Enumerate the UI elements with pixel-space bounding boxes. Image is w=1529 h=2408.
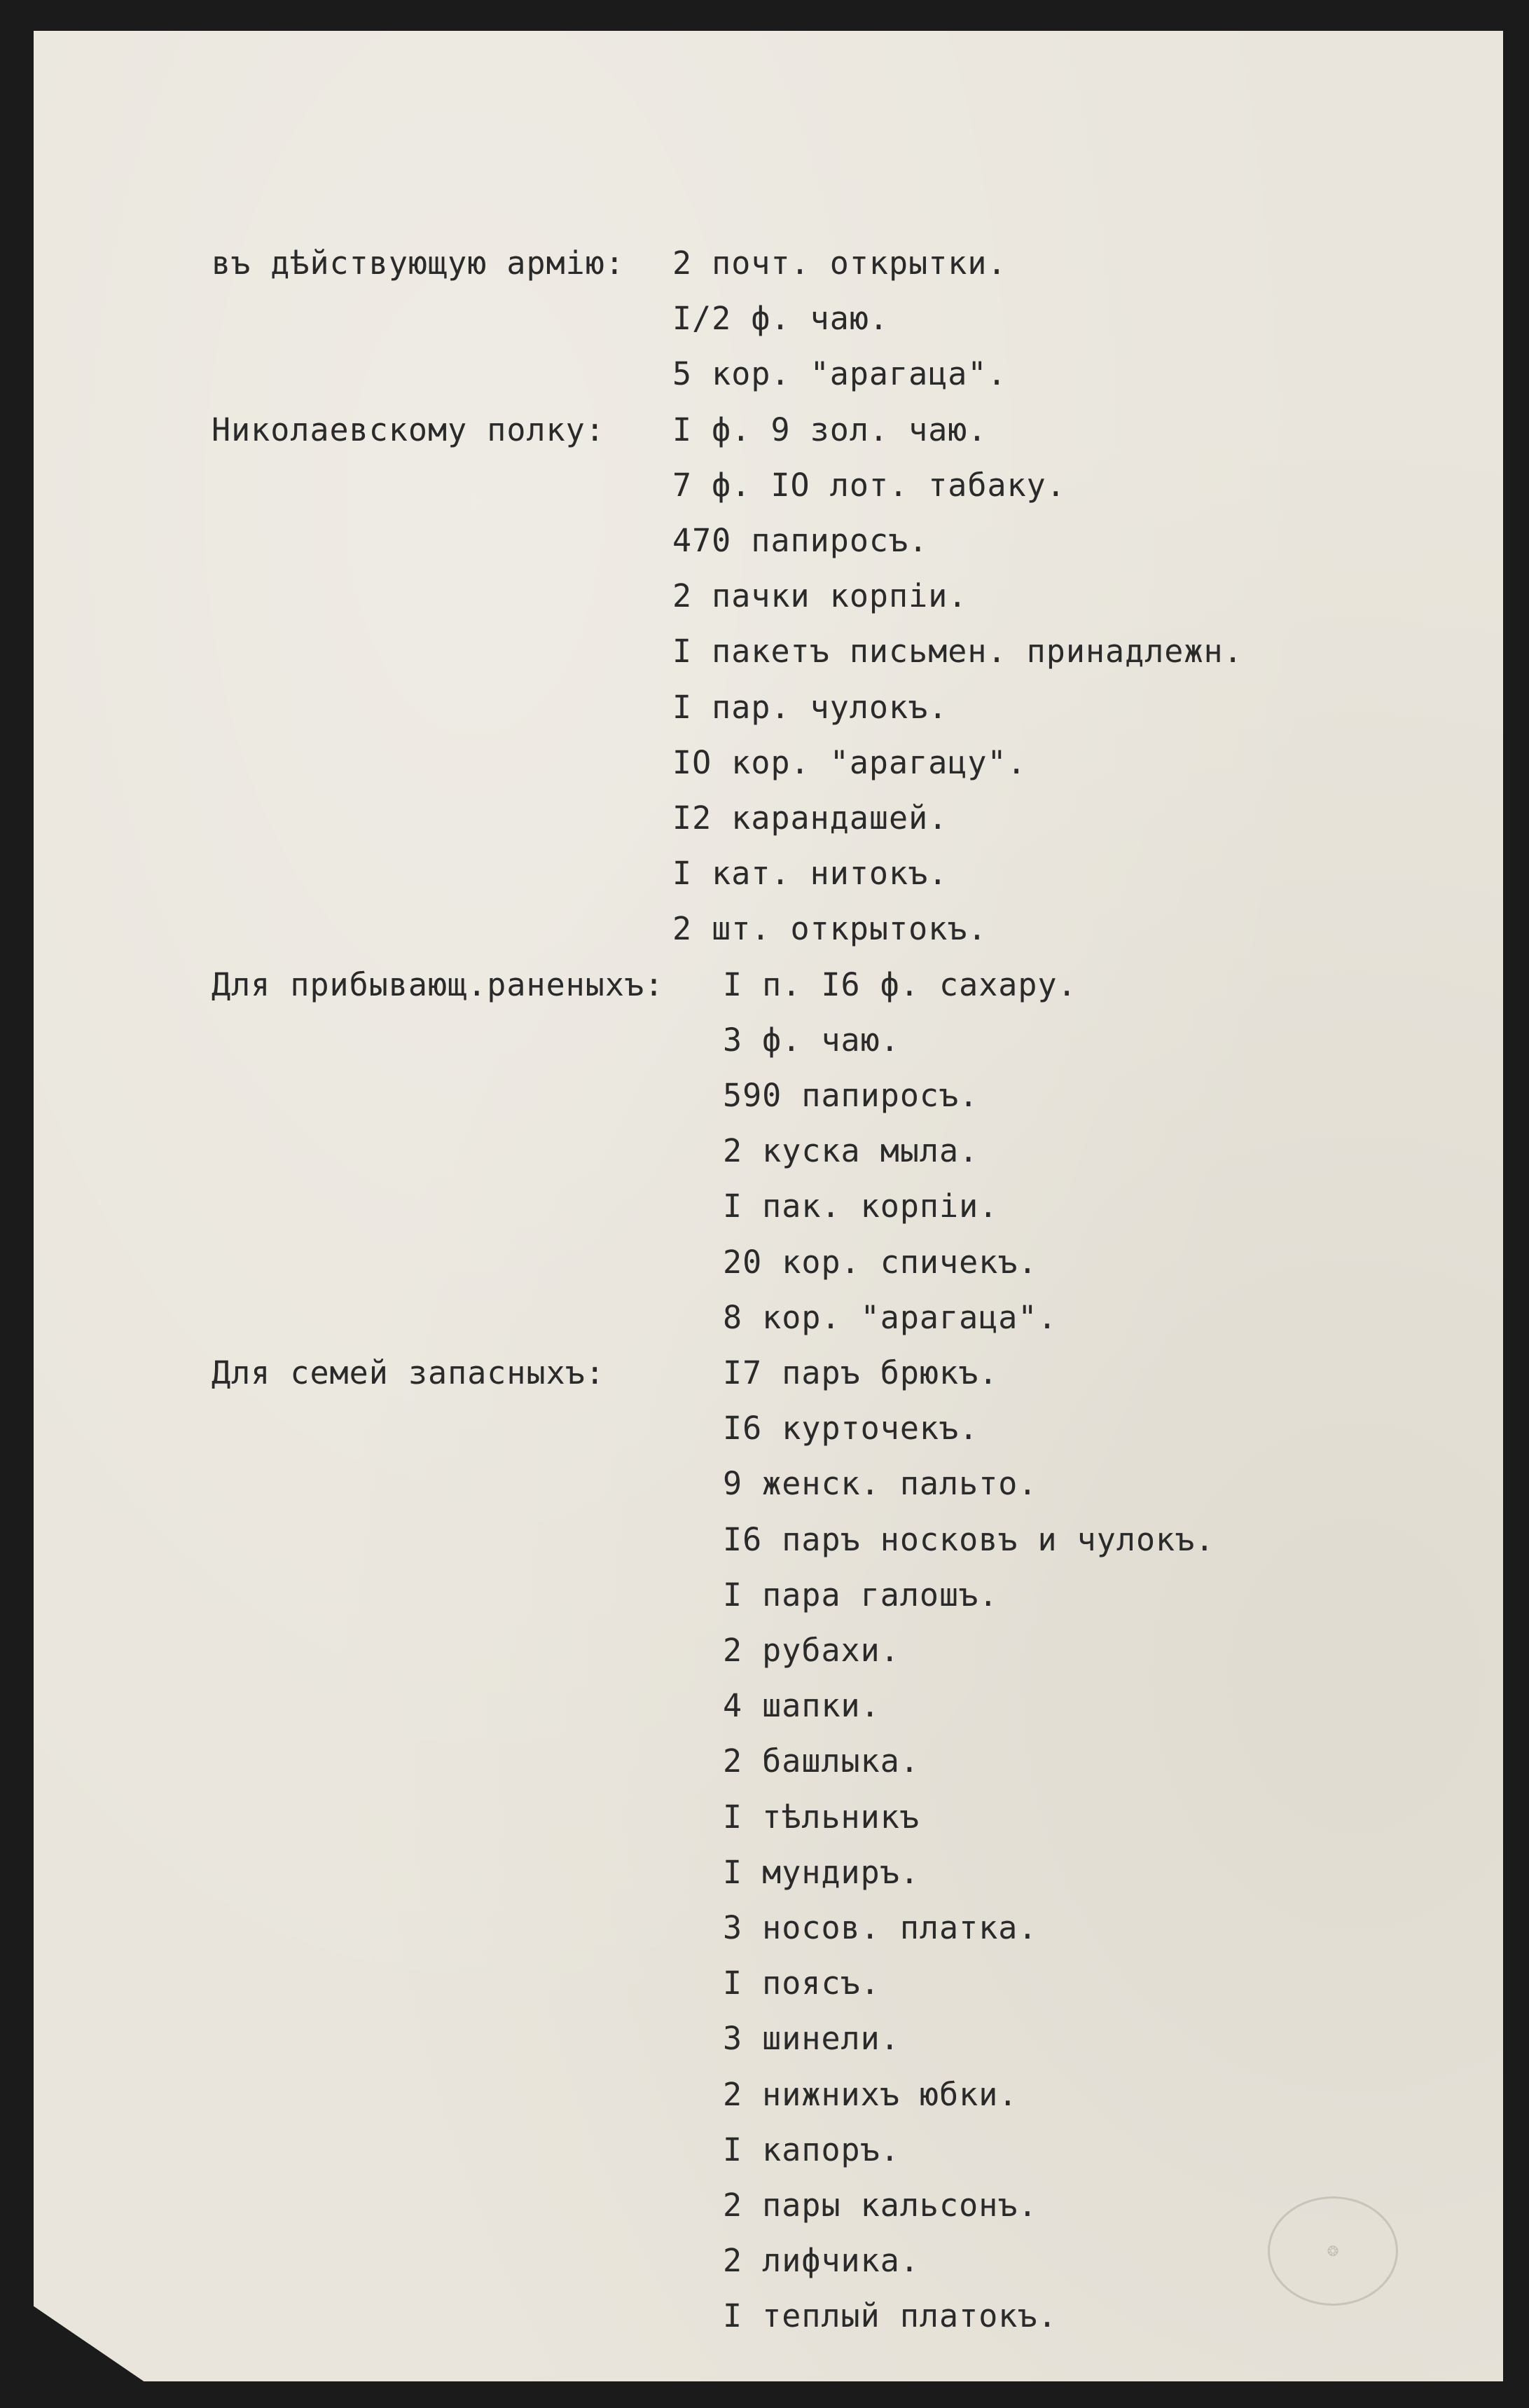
list-item: 3 носов. платка.	[723, 1909, 1038, 1946]
list-row	[0, 1685, 1529, 1727]
list-item: I6 курточекъ.	[723, 1410, 979, 1447]
list-item: I капоръ.	[723, 2131, 900, 2168]
list-item: 3 ф. чаю.	[723, 1021, 900, 1059]
list-row	[0, 520, 1529, 562]
list-item: 2 почт. открытки.	[672, 245, 1007, 282]
list-row	[0, 575, 1529, 617]
list-item: I п. I6 ф. сахару.	[723, 966, 1077, 1003]
list-item: I ф. 9 зол. чаю.	[672, 411, 988, 448]
list-row	[0, 1852, 1529, 1894]
section-heading: Для семей запасныхъ:	[212, 1354, 605, 1391]
list-row	[0, 797, 1529, 839]
list-row	[0, 1019, 1529, 1061]
list-item: 2 пары кальсонъ.	[723, 2187, 1038, 2224]
list-item: I пак. корпіи.	[723, 1188, 999, 1225]
list-row	[0, 298, 1529, 340]
list-row	[0, 853, 1529, 895]
list-row	[0, 2129, 1529, 2171]
list-row	[0, 1130, 1529, 1172]
list-item: I пара галошъ.	[723, 1576, 999, 1614]
list-row	[0, 1962, 1529, 2004]
list-item: I тѣльникъ	[723, 1798, 920, 1836]
list-item: 2 нижнихъ юбки.	[723, 2076, 1018, 2113]
list-item: 8 кор. "арагаца".	[723, 1299, 1058, 1336]
list-row	[0, 353, 1529, 395]
list-item: IO кор. "арагацу".	[672, 744, 1027, 781]
list-row	[0, 1075, 1529, 1117]
list-item: 20 кор. спичекъ.	[723, 1244, 1038, 1281]
list-item: I поясъ.	[723, 1965, 880, 2002]
list-row	[0, 1297, 1529, 1339]
list-item: I7 паръ брюкъ.	[723, 1354, 999, 1391]
faint-stamp: ❂	[1268, 2196, 1398, 2306]
list-item: I6 паръ носковъ и чулокъ.	[723, 1521, 1215, 1558]
list-row	[0, 1907, 1529, 1949]
list-row	[0, 1241, 1529, 1284]
list-item: 3 шинели.	[723, 2020, 900, 2057]
list-row	[0, 964, 1529, 1006]
list-item: 470 папиросъ.	[672, 522, 929, 559]
list-row	[0, 1574, 1529, 1616]
list-row	[0, 465, 1529, 507]
list-item: 2 рубахи.	[723, 1632, 900, 1669]
list-item: I теплый платокъ.	[723, 2297, 1058, 2334]
list-row	[0, 1352, 1529, 1394]
list-row	[0, 742, 1529, 784]
list-row	[0, 409, 1529, 451]
list-row	[0, 1408, 1529, 1450]
section-heading: Николаевскому полку:	[212, 411, 605, 448]
list-item: I/2 ф. чаю.	[672, 300, 890, 337]
list-row	[0, 1185, 1529, 1227]
section-heading: въ дѣйствующую армію:	[212, 245, 625, 282]
list-item: I2 карандашей.	[672, 799, 948, 837]
list-item: I мундиръ.	[723, 1854, 920, 1891]
list-item: 2 башлыка.	[723, 1742, 920, 1780]
list-item: 2 куска мыла.	[723, 1132, 979, 1169]
list-item: 9 женск. пальто.	[723, 1465, 1038, 1502]
list-item: I пакетъ письмен. принадлежн.	[672, 633, 1243, 670]
list-row	[0, 1796, 1529, 1838]
list-row	[0, 1519, 1529, 1561]
list-item: 590 папиросъ.	[723, 1077, 979, 1114]
list-row	[0, 1630, 1529, 1672]
list-item: 2 пачки корпіи.	[672, 577, 968, 614]
list-row	[0, 908, 1529, 950]
list-row	[0, 242, 1529, 284]
list-item: I пар. чулокъ.	[672, 689, 948, 726]
list-row	[0, 1740, 1529, 1782]
list-item: 7 ф. IO лот. табаку.	[672, 467, 1066, 504]
list-row	[0, 631, 1529, 673]
list-row	[0, 2018, 1529, 2060]
list-row	[0, 1463, 1529, 1505]
list-item: 5 кор. "арагаца".	[672, 355, 1007, 392]
list-item: I кат. нитокъ.	[672, 855, 948, 892]
list-item: 4 шапки.	[723, 1687, 880, 1724]
list-item: 2 шт. открытокъ.	[672, 910, 988, 947]
list-row	[0, 2074, 1529, 2116]
list-row	[0, 687, 1529, 729]
section-heading: Для прибывающ.раненыхъ:	[212, 966, 665, 1003]
list-item: 2 лифчика.	[723, 2242, 920, 2279]
